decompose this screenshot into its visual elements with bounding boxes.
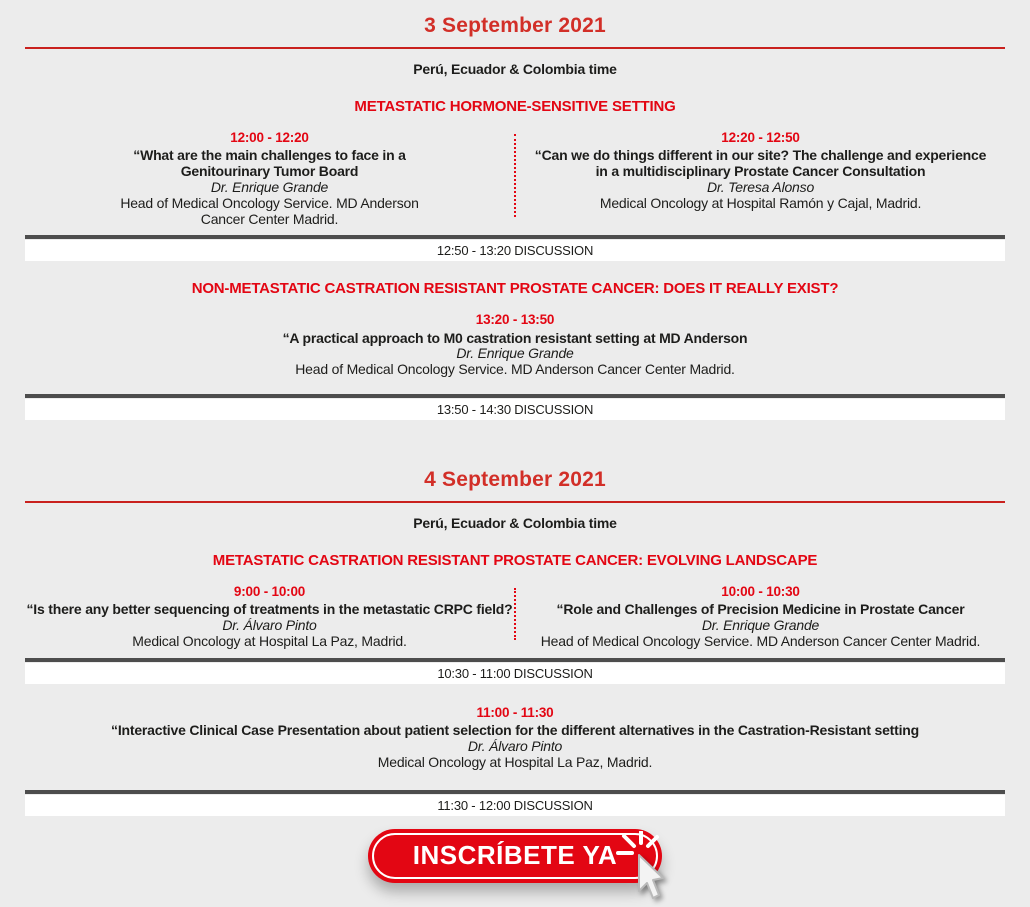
session-title: “Can we do things different in our site? The challenge and experience in a multidisciplinary Prostate Cancer Consultation	[534, 147, 987, 180]
double-rule	[25, 790, 1005, 794]
session-block	[25, 312, 1005, 378]
click-cursor-icon	[608, 831, 678, 907]
session-speaker: Dr. Teresa Alonso	[706, 178, 815, 195]
day-1-section-2-heading: NON-METASTATIC CASTRATION RESISTANT PROSTATE CANCER: DOES IT REALLY EXIST?	[191, 280, 839, 298]
session-time: 13:20 - 13:50	[475, 312, 555, 328]
session-affiliation: Head of Medical Oncology Service. MD Anderson Cancer Center Madrid.	[295, 361, 735, 378]
red-rule	[25, 501, 1005, 503]
discussion-bar	[25, 658, 1005, 684]
session-speaker: Dr. Álvaro Pinto	[222, 617, 317, 634]
discussion-bar	[25, 790, 1005, 816]
session-block	[516, 130, 1005, 227]
session-affiliation: Head of Medical Oncology Service. MD Anderson Cancer Center Madrid.	[120, 194, 419, 227]
session-time: 11:00 - 11:30	[476, 704, 554, 720]
inscribete-button[interactable]	[368, 829, 662, 883]
day-separator-space	[25, 420, 1005, 468]
discussion-label: 11:30 - 12:00 DISCUSSION	[25, 795, 1005, 816]
session-title: “A practical approach to M0 castration resistant setting at MD Anderson	[282, 329, 748, 346]
session-block	[25, 130, 514, 227]
red-rule	[25, 47, 1005, 49]
day-1-section	[25, 14, 1005, 420]
session-time: 10:00 - 10:30	[721, 584, 800, 599]
double-rule	[25, 658, 1005, 662]
session-speaker: Dr. Enrique Grande	[701, 617, 820, 634]
session-block	[25, 584, 514, 650]
day-2-sessions-row	[25, 584, 1005, 650]
session-time: 12:20 - 12:50	[721, 130, 800, 145]
session-title: “Role and Challenges of Precision Medicine in Prostate Cancer	[556, 601, 965, 618]
day-2-section-1-heading: METASTATIC CASTRATION RESISTANT PROSTATE CANCER: EVOLVING LANDSCAPE	[212, 552, 818, 569]
session-affiliation: Medical Oncology at Hospital Ramón y Cajal, Madrid.	[599, 194, 922, 211]
session-affiliation: Head of Medical Oncology Service. MD Anderson Cancer Center Madrid.	[540, 632, 981, 649]
double-rule	[25, 235, 1005, 239]
day-1-section-1-heading: METASTATIC HORMONE-SENSITIVE SETTING	[354, 98, 676, 115]
discussion-bar	[25, 394, 1005, 420]
day-2-section	[25, 468, 1005, 816]
session-block	[516, 584, 1005, 650]
session-affiliation: Medical Oncology at Hospital La Paz, Madrid.	[132, 632, 407, 649]
day-1-timezone-label: Perú, Ecuador & Colombia time	[413, 61, 617, 77]
day-2-date-title: 4 September 2021	[424, 468, 606, 491]
day-1-date-title: 3 September 2021	[424, 14, 606, 37]
day-2-timezone-label: Perú, Ecuador & Colombia time	[413, 515, 617, 531]
session-speaker: Dr. Enrique Grande	[456, 345, 574, 362]
session-block	[25, 705, 1005, 771]
session-speaker: Dr. Álvaro Pinto	[467, 737, 563, 754]
discussion-bar	[25, 235, 1005, 261]
session-time: 12:00 - 12:20	[230, 130, 309, 145]
cta-area	[25, 829, 1005, 883]
session-title: “What are the main challenges to face in a Genitourinary Tumor Board	[133, 147, 406, 180]
discussion-label: 12:50 - 13:20 DISCUSSION	[25, 240, 1005, 261]
session-title: “Interactive Clinical Case Presentation about patient selection for the different alternatives in the Castration-Resistant setting	[111, 721, 919, 738]
day-1-sessions-row	[25, 130, 1005, 227]
session-affiliation: Medical Oncology at Hospital La Paz, Madrid.	[377, 753, 653, 770]
session-title: “Is there any better sequencing of treatments in the metastatic CRPC field?	[26, 601, 513, 618]
double-rule	[25, 394, 1005, 398]
session-speaker: Dr. Enrique Grande	[210, 178, 329, 195]
discussion-label: 10:30 - 11:00 DISCUSSION	[25, 663, 1005, 684]
session-time: 9:00 - 10:00	[233, 584, 306, 599]
discussion-label: 13:50 - 14:30 DISCUSSION	[25, 399, 1005, 420]
inscribete-button-label: INSCRÍBETE YA	[412, 839, 618, 870]
